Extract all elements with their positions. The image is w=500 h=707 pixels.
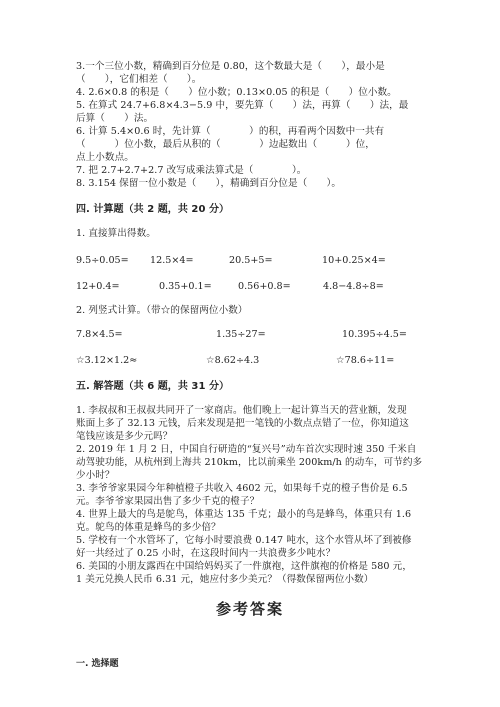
problem-line: 3. 李爷爷家果园今年种植橙子共收入 4602 元，如果每千克的橙子售价是 6.5: [76, 483, 408, 494]
answers-title: 参考答案: [215, 600, 284, 618]
calc-item: 20.5+5=: [229, 255, 273, 266]
calc-item: 10+0.25×4=: [322, 255, 386, 266]
calc-item: ☆8.62÷4.3: [206, 355, 260, 366]
question-line: 3.一个三位小数，精确到百分位是 0.80，这个数最大是（ ），最小是: [76, 61, 385, 72]
question-line: 7. 把 2.7+2.7+2.7 改写成乘法算式是（ ）。: [76, 165, 307, 176]
section-heading-word-problems: 五. 解答题（共 6 题，共 31 分）: [76, 381, 230, 392]
question-line: （ ），它们相差（ ）。: [76, 74, 202, 85]
calc-item: 0.35+0.1=: [159, 281, 212, 292]
question-line: 1. 直接算出得数。: [76, 228, 156, 239]
problem-line: 6. 美国的小朋友露西在中国给妈妈买了一件旗袍，这件旗袍的价格是 580 元，: [76, 561, 412, 572]
problem-line: 2. 2019 年 1 月 2 日，中国自行研造的“复兴号”动车首次实现时速 350 千米自: [76, 444, 417, 455]
answers-section-heading: 一. 选择题: [76, 659, 119, 669]
calc-item: 0.56+0.8=: [238, 281, 291, 292]
question-line: 后算（ ）法。: [76, 113, 154, 124]
problem-line: 好一共经过了 0.25 小时，在这段时间内一共浪费多少吨水？: [76, 548, 336, 559]
calc-item: 12+0.4=: [76, 281, 120, 292]
calc-item: ☆3.12×1.2≈: [76, 355, 138, 366]
problem-line: 少小时？: [76, 470, 115, 481]
problem-line: 动驾驶功能，从杭州到上海共 210km，比以前乘坐 200km/h 的动车，可节约多: [76, 457, 423, 468]
problem-line: 账面上多了 32.13 元钱，后来发现是把一笔钱的小数点点错了一位，你知道这: [76, 418, 409, 429]
calc-item: 10.395÷4.5=: [342, 329, 407, 340]
question-line: 2. 列竖式计算。（带☆的保留两位小数）: [76, 305, 248, 316]
question-line: 8. 3.154 保留一位小数是（ ），精确到百分位是（ ）。: [76, 178, 342, 189]
section-heading-calculation: 四. 计算题（共 2 题，共 20 分）: [76, 204, 230, 215]
problem-line: 笔钱应该是多少元吗？: [76, 431, 173, 442]
calc-item: 4.8−4.8÷8=: [323, 281, 384, 292]
problem-line: 1. 李叔叔和王叔叔共同开了一家商店。他们晚上一起计算当天的营业额，发现: [76, 405, 407, 416]
question-line: 6. 计算 5.4×0.6 时，先计算（ ）的积，再看两个因数中一共有: [76, 126, 385, 137]
calc-item: 9.5÷0.05=: [76, 255, 129, 266]
problem-line: 克。鸵鸟的体重是蜂鸟的多少倍？: [76, 522, 221, 533]
calc-item: 7.8×4.5=: [76, 329, 123, 340]
question-line: （ ）位小数，最后从积的（ ）边起数出（ ）位，: [76, 139, 375, 150]
calc-item: ☆78.6÷11=: [336, 355, 395, 366]
problem-line: 5. 学校有一个水管坏了，它每小时要浪费 0.147 吨水，这个水管从坏了到被修: [76, 535, 412, 546]
question-line: 点上小数点。: [76, 152, 134, 163]
question-line: 4. 2.6×0.8 的积是（ ）位小数；0.13×0.05 的积是（ ）位小数。: [76, 87, 397, 98]
calc-item: 12.5×4=: [150, 255, 194, 266]
problem-line: 4. 世界上最大的鸟是鸵鸟，体重达 135 千克；最小的鸟是蜂鸟，体重只有 1.6: [76, 509, 412, 520]
question-line: 5. 在算式 24.7+6.8×4.3−5.9 中，要先算（ ）法，再算（ ）法，最: [76, 100, 409, 111]
problem-line: 元。李爷爷家果园出售了多少千克的橙子？: [76, 496, 260, 507]
problem-line: 1 美元兑换人民币 6.31 元，她应付多少美元？（得数保留两位小数）: [76, 574, 374, 585]
calc-item: 1.35÷27=: [216, 329, 266, 340]
